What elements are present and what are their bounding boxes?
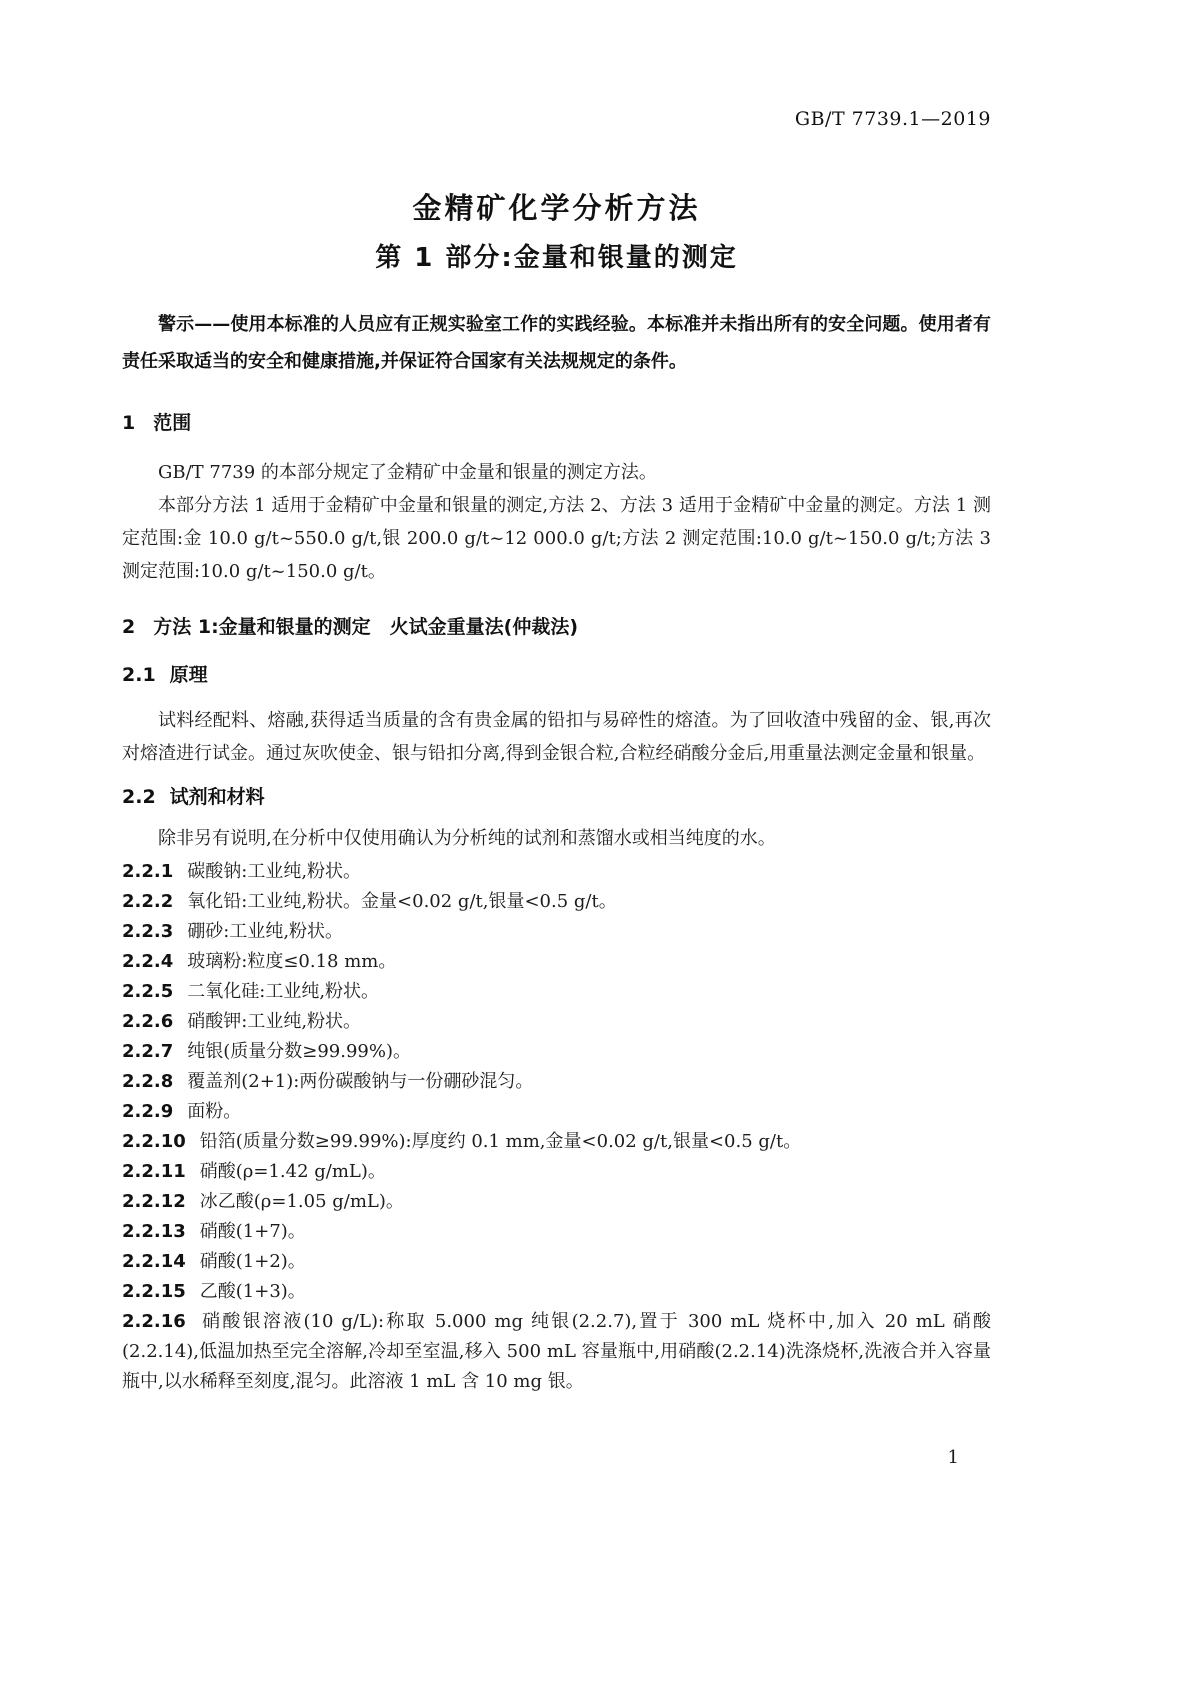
- clause-item: [122, 1277, 991, 1307]
- clause-item: [122, 1247, 991, 1277]
- clause-text: 硝酸银溶液(10 g/L):称取 5.000 mg 纯银(2.2.7),置于 300 mL 烧杯中,加入 20 mL 硝酸(2.2.14),低温加热至完全溶解,冷却至室温,移入 500 mL 容量瓶中,用硝酸(2.2.14)洗涤烧杯,洗液合并入容量瓶中,以水稀释至刻度,混匀。此溶液 1 mL 含 10 mg 银。: [122, 1311, 991, 1392]
- clause-number: 2.2.5: [122, 981, 174, 1002]
- section-2-2-title: 试剂和材料: [169, 786, 265, 808]
- clause-text: 冰乙酸(ρ=1.05 g/mL)。: [199, 1191, 404, 1212]
- clause-item: [122, 1127, 991, 1157]
- clause-number: 2.2.6: [122, 1011, 174, 1032]
- scope-paragraph-2: 本部分方法 1 适用于金精矿中金量和银量的测定,方法 2、方法 3 适用于金精矿中金量的测定。方法 1 测定范围:金 10.0 g/t~550.0 g/t,银 200.0 g/t~12 000.0 g/t;方法 2 测定范围:10.0 g/t~150.0 g/t;方法 3 测定范围:10.0 g/t~150.0 g/t。: [122, 495, 991, 582]
- clause-item: [122, 1217, 991, 1247]
- clause-item: [122, 857, 991, 887]
- clause-item: [122, 1307, 991, 1397]
- clause-number: 2.2.2: [122, 891, 174, 912]
- clause-item: [122, 1187, 991, 1217]
- clause-text: 覆盖剂(2+1):两份碳酸钠与一份硼砂混匀。: [187, 1071, 534, 1092]
- scope-paragraph-1: GB/T 7739 的本部分规定了金精矿中金量和银量的测定方法。: [158, 462, 657, 483]
- standard-number: GB/T 7739.1—2019: [794, 108, 991, 130]
- warning-paragraph: 警示——使用本标准的人员应有正规实验室工作的实践经验。本标准并未指出所有的安全问题。使用者有责任采取适当的安全和健康措施,并保证符合国家有关法规规定的条件。: [122, 314, 991, 372]
- clause-text: 碳酸钠:工业纯,粉状。: [187, 861, 362, 882]
- principle-paragraph: 试料经配料、熔融,获得适当质量的含有贵金属的铅扣与易碎性的熔渣。为了回收渣中残留的金、银,再次对熔渣进行试金。通过灰吹使金、银与铅扣分离,得到金银合粒,合粒经硝酸分金后,用重量法测定金量和银量。: [122, 710, 991, 764]
- clause-item: [122, 947, 991, 977]
- clause-number: 2.2.4: [122, 951, 174, 972]
- clause-number: 2.2.15: [122, 1281, 186, 1302]
- clause-text: 纯银(质量分数≥99.99%)。: [187, 1041, 412, 1062]
- section-2-heading: [122, 614, 991, 640]
- clause-number: 2.2.14: [122, 1251, 186, 1272]
- clause-item: [122, 917, 991, 947]
- section-1-title: 范围: [153, 412, 192, 434]
- clause-number: 2.2.3: [122, 921, 174, 942]
- doc-title-line1: 金精矿化学分析方法: [412, 191, 701, 225]
- clause-text: 硝酸(1+7)。: [199, 1221, 306, 1242]
- section-2-1-title: 原理: [169, 664, 208, 686]
- reagents-intro-paragraph: 除非另有说明,在分析中仅使用确认为分析纯的试剂和蒸馏水或相当纯度的水。: [158, 828, 776, 849]
- clause-text: 硝酸钾:工业纯,粉状。: [187, 1011, 362, 1032]
- clause-text: 硝酸(1+2)。: [199, 1251, 306, 1272]
- clause-item: [122, 1157, 991, 1187]
- clause-item: [122, 1097, 991, 1127]
- clause-text: 铅箔(质量分数≥99.99%):厚度约 0.1 mm,金量<0.02 g/t,银量<0.5 g/t。: [199, 1131, 802, 1152]
- page-number: 1: [947, 1447, 959, 1468]
- clause-number: 2.2.10: [122, 1131, 186, 1152]
- section-1-heading: [122, 410, 991, 436]
- clause-item: [122, 977, 991, 1007]
- clause-number: 2.2.16: [122, 1311, 186, 1332]
- clause-text: 硼砂:工业纯,粉状。: [187, 921, 344, 942]
- clause-text: 氧化铅:工业纯,粉状。金量<0.02 g/t,银量<0.5 g/t。: [187, 891, 617, 912]
- section-2-2-number: 2.2: [122, 786, 156, 808]
- section-2-1-heading: [122, 662, 991, 688]
- clause-number: 2.2.11: [122, 1161, 186, 1182]
- clause-number: 2.2.1: [122, 861, 174, 882]
- clause-text: 硝酸(ρ=1.42 g/mL)。: [199, 1161, 386, 1182]
- section-2-number: 2: [122, 616, 136, 638]
- clause-item: [122, 1037, 991, 1067]
- clause-item: [122, 887, 991, 917]
- section-2-title: 方法 1:金量和银量的测定 火试金重量法(仲裁法): [153, 616, 579, 638]
- reagents-clause-list: [122, 857, 991, 1397]
- section-2-1-number: 2.1: [122, 664, 156, 686]
- clause-text: 玻璃粉:粒度≤0.18 mm。: [187, 951, 397, 972]
- clause-text: 乙酸(1+3)。: [199, 1281, 306, 1302]
- clause-text: 面粉。: [187, 1101, 242, 1122]
- section-1-number: 1: [122, 412, 136, 434]
- clause-item: [122, 1067, 991, 1097]
- clause-number: 2.2.8: [122, 1071, 174, 1092]
- clause-item: [122, 1007, 991, 1037]
- clause-number: 2.2.9: [122, 1101, 174, 1122]
- doc-title-line2: 第 1 部分:金量和银量的测定: [375, 243, 738, 273]
- clause-number: 2.2.12: [122, 1191, 186, 1212]
- clause-number: 2.2.13: [122, 1221, 186, 1242]
- section-2-2-heading: [122, 784, 991, 810]
- clause-text: 二氧化硅:工业纯,粉状。: [187, 981, 380, 1002]
- clause-number: 2.2.7: [122, 1041, 174, 1062]
